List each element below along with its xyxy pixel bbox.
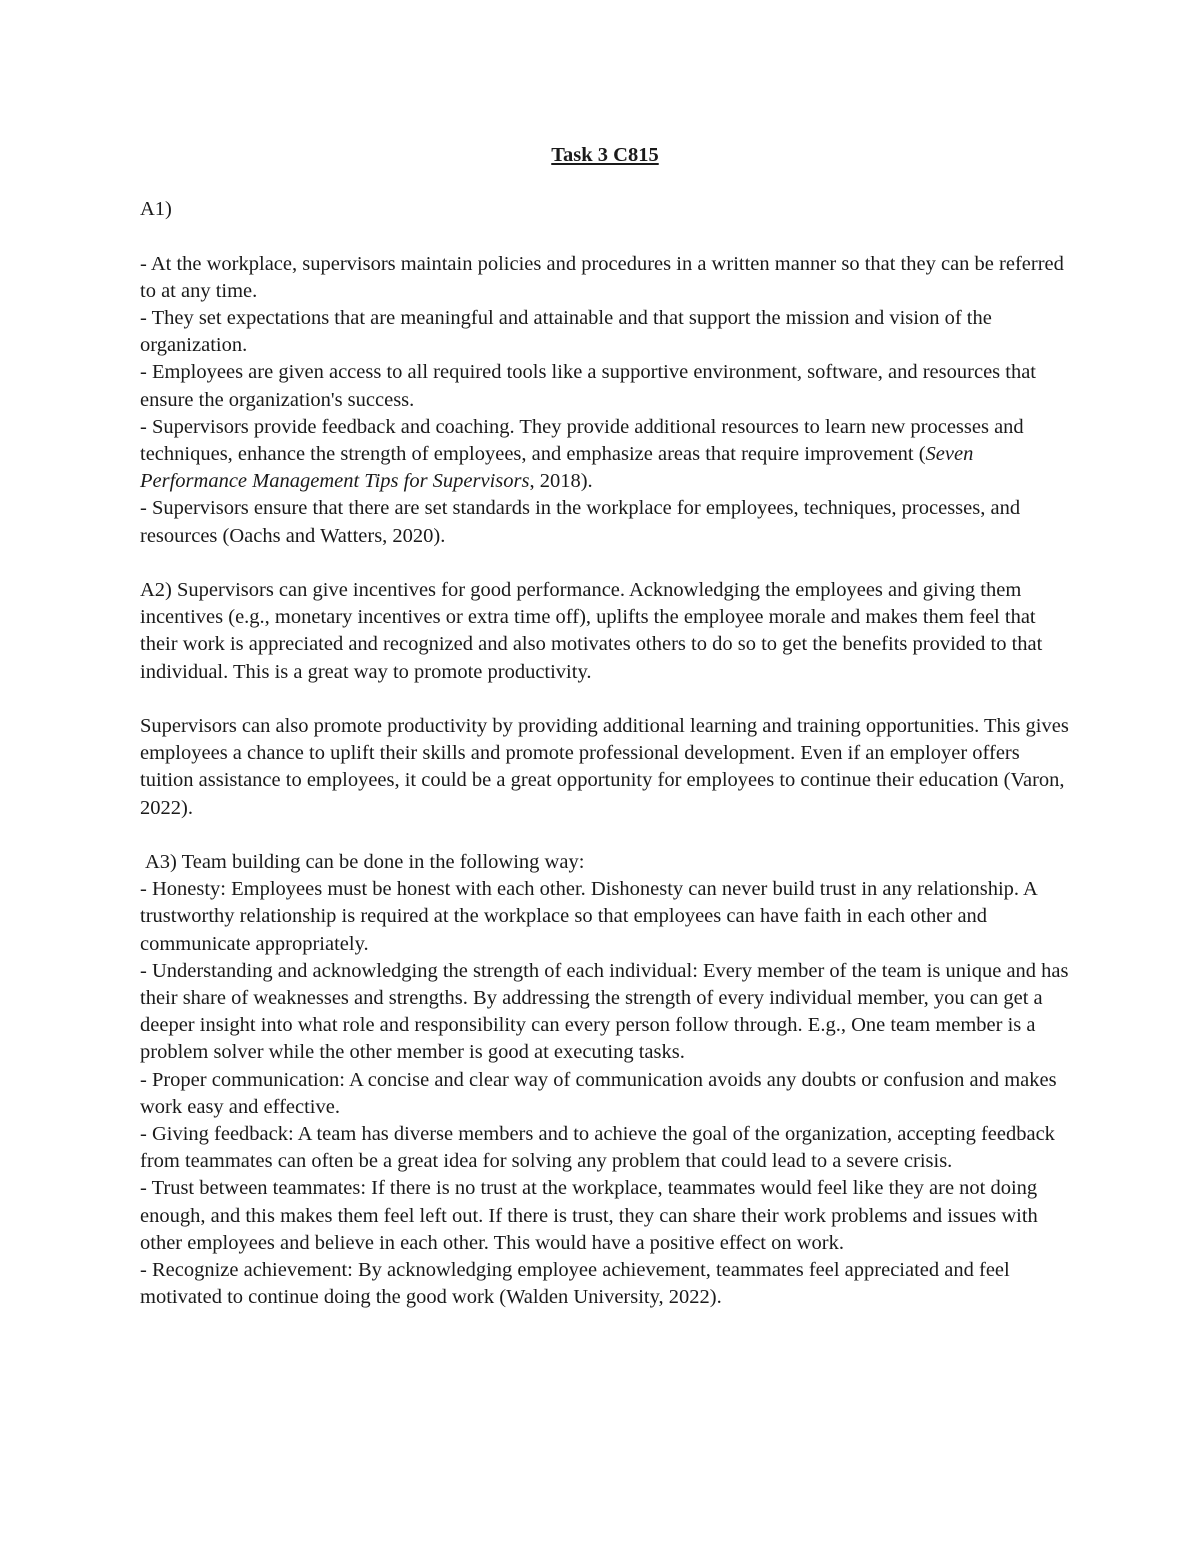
document-page: [140, 142, 1070, 1311]
document-title: Task 3 C815: [551, 144, 659, 166]
a1-item-4-citation-year: , 2018).: [529, 470, 593, 493]
a2-paragraph-2: Supervisors can also promote productivity by providing additional learning and training opportunities. This gives employees a chance to uplift their skills and promote professional development. Even if an employer offers tuition assistance to employees, it could be a great opportunity for employees to continue their education (Varon, 2022).: [140, 715, 1069, 819]
section-a1: [140, 196, 1070, 550]
spacer: [140, 686, 1070, 713]
a3-item-3: - Proper communication: A concise and clear way of communication avoids any doubts or confusion and makes work easy and effective.: [140, 1068, 1057, 1118]
section-a3-heading: A3) Team building can be done in the following way:: [145, 851, 585, 874]
a3-item-4: - Giving feedback: A team has diverse members and to achieve the goal of the organization, accepting feedback from teammates can often be a great idea for solving any problem that could lead to a severe crisis.: [140, 1123, 1055, 1173]
a1-item-2: - They set expectations that are meaningful and attainable and that support the mission and vision of the organization.: [140, 307, 992, 357]
section-a2: [140, 577, 1070, 822]
a3-item-2: - Understanding and acknowledging the strength of each individual: Every member of the team is unique and has their share of weaknesses and strengths. By addressing the strength of every individual member, you can get a deeper insight into what role and responsibility can every person follow through. E.g., One team member is a problem solver while the other member is good at executing tasks.: [140, 959, 1069, 1064]
a1-item-4-text: - Supervisors provide feedback and coaching. They provide additional resources to learn new processes and techniques, enhance the strength of employees, and emphasize areas that require improvement (: [140, 415, 1024, 466]
a2-paragraph-1: A2) Supervisors can give incentives for good performance. Acknowledging the employees and giving them incentives (e.g., monetary incentives or extra time off), uplifts the employee morale and makes them feel that their work is appreciated and recognized and also motivates others to do so to get the benefits provided to that individual. This is a great way to promote productivity.: [140, 579, 1043, 683]
a1-item-4-citation-title: Seven Performance Management Tips for Supervisors: [140, 443, 974, 493]
a1-item-1: - At the workplace, supervisors maintain policies and procedures in a written manner so that they can be referred to at any time.: [140, 252, 1064, 302]
spacer: [140, 223, 1070, 250]
spacer: [140, 822, 1070, 849]
a1-item-4: [140, 414, 1070, 496]
a3-item-6: - Recognize achievement: By acknowledging employee achievement, teammates feel appreciated and feel motivated to continue doing the good work (Walden University, 2022).: [140, 1259, 1010, 1309]
a3-item-1: - Honesty: Employees must be honest with each other. Dishonesty can never build trust in any relationship. A trustworthy relationship is required at the workplace so that employees can have faith in each other and communicate appropriately.: [140, 878, 1037, 955]
a1-item-5: - Supervisors ensure that there are set standards in the workplace for employees, techniques, processes, and resources (Oachs and Watters, 2020).: [140, 497, 1021, 547]
section-a1-heading: A1): [140, 198, 172, 221]
spacer: [140, 550, 1070, 577]
section-a3: [140, 849, 1070, 1311]
a1-item-3: - Employees are given access to all required tools like a supportive environment, software, and resources that ensure the organization's success.: [140, 361, 1037, 411]
a3-item-5: - Trust between teammates: If there is no trust at the workplace, teammates would feel like they are not doing enough, and this makes them feel left out. If there is trust, they can share their work problems and issues with other employees and believe in each other. This would have a positive effect on work.: [140, 1177, 1038, 1254]
